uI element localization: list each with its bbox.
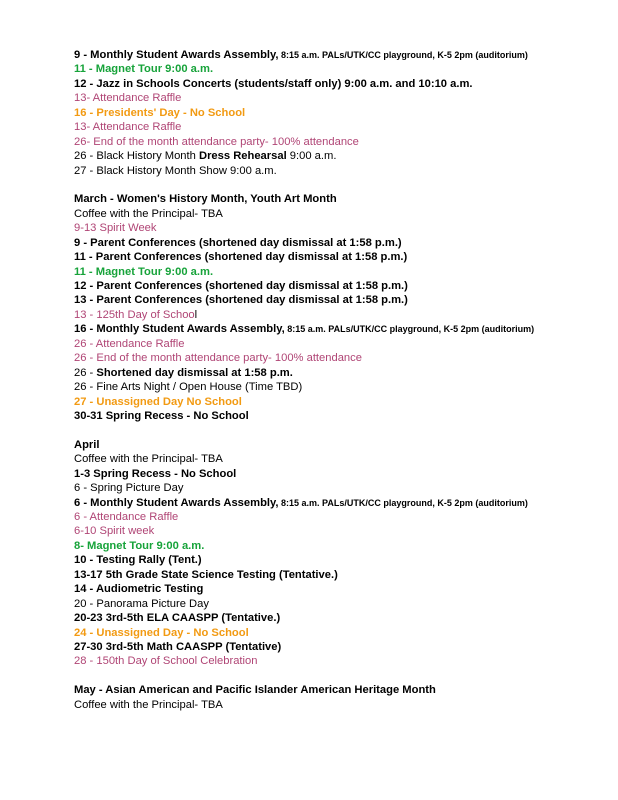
march-shortened-bold: Shortened day dismissal at 1:58 p.m. [96, 366, 293, 379]
march-assembly-detail: 8:15 a.m. PALs/UTK/CC playground, K-5 2pm (auditorium) [284, 324, 535, 335]
may-heading: May - Asian American and Pacific Islander American Heritage Month [74, 684, 436, 697]
march-attendance-raffle: 26 - Attendance Raffle [74, 337, 185, 350]
april-science-testing: 13-17 5th Grade State Science Testing (Tentative.) [74, 568, 338, 581]
april-assembly-detail: 8:15 a.m. PALs/UTK/CC playground, K-5 2pm (auditorium) [278, 497, 528, 508]
march-conferences-13: 13 - Parent Conferences (shortened day dismissal at 1:58 p.m.) [74, 294, 408, 307]
march-conferences-11: 11 - Parent Conferences (shortened day dismissal at 1:58 p.m.) [74, 251, 408, 264]
march-coffee: Coffee with the Principal- TBA [74, 207, 223, 220]
april-assembly-title: 6 - Monthly Student Awards Assembly, [74, 496, 279, 509]
april-magnet-tour: 8- Magnet Tour 9:00 a.m. [74, 539, 205, 552]
section-spacer [74, 669, 614, 683]
march-spring-recess: 30-31 Spring Recess - No School [74, 409, 249, 422]
april-150th-day: 28 - 150th Day of School Celebration [74, 655, 258, 668]
april-assembly-item [74, 496, 614, 510]
march-fine-arts-night: 26 - Fine Arts Night / Open House (Time TBD) [74, 381, 303, 394]
feb-assembly-item [74, 48, 614, 62]
march-unassigned-day: 27 - Unassigned Day No School [74, 395, 242, 408]
march-heading: March - Women's History Month, Youth Art Month [74, 193, 337, 206]
april-audiometric-testing: 14 - Audiometric Testing [74, 583, 204, 596]
feb-rehearsal-bold: Dress Rehearsal [198, 150, 287, 163]
march-magnet-tour: 11 - Magnet Tour 9:00 a.m. [74, 265, 214, 278]
april-spirit-week: 6-10 Spirit week [74, 525, 155, 538]
april-unassigned-day: 24 - Unassigned Day - No School [74, 626, 249, 639]
march-attendance-party: 26 - End of the month attendance party- 100% attendance [74, 352, 362, 365]
march-shortened-day [74, 366, 614, 380]
april-ela-caaspp: 20-23 3rd-5th ELA CAASPP (Tentative.) [74, 612, 281, 625]
feb-attendance-party: 26- End of the month attendance party- 100% attendance [74, 135, 359, 148]
april-coffee: Coffee with the Principal- TBA [74, 453, 223, 466]
march-assembly-title: 16 - Monthly Student Awards Assembly, [74, 323, 285, 336]
april-spring-recess: 1-3 Spring Recess - No School [74, 467, 237, 480]
april-testing-rally: 10 - Testing Rally (Tent.) [74, 554, 202, 567]
calendar-document [74, 48, 614, 712]
feb-attendance-raffle-2: 13- Attendance Raffle [74, 121, 182, 134]
feb-magnet-tour: 11 - Magnet Tour 9:00 a.m. [74, 63, 214, 76]
feb-rehearsal-tail: 9:00 a.m. [286, 150, 337, 163]
april-picture-day: 6 - Spring Picture Day [74, 482, 184, 495]
march-spirit-week: 9-13 Spirit Week [74, 222, 157, 235]
feb-assembly-title: 9 - Monthly Student Awards Assembly, [74, 49, 279, 61]
march-conferences-12: 12 - Parent Conferences (shortened day dismissal at 1:58 p.m.) [74, 280, 408, 292]
march-assembly-item [74, 322, 614, 336]
section-spacer [74, 178, 614, 192]
march-125th-day [74, 308, 614, 322]
may-coffee: Coffee with the Principal- TBA [74, 698, 223, 711]
march-shortened-lead: 26 - [74, 366, 97, 379]
feb-attendance-raffle-1: 13- Attendance Raffle [74, 92, 182, 105]
feb-bhm-show: 27 - Black History Month Show 9:00 a.m. [74, 164, 277, 177]
feb-dress-rehearsal [74, 149, 614, 163]
feb-assembly-detail: 8:15 a.m. PALs/UTK/CC playground, K-5 2pm (auditorium) [278, 50, 528, 60]
section-spacer [74, 423, 614, 437]
feb-presidents-day: 16 - Presidents' Day - No School [74, 106, 246, 119]
april-attendance-raffle: 6 - Attendance Raffle [74, 511, 179, 523]
march-125th-text: 13 - 125th Day of Schoo [74, 308, 195, 321]
feb-rehearsal-lead: 26 - Black History Month [74, 150, 199, 163]
april-heading: April [74, 438, 100, 451]
april-math-caaspp: 27-30 3rd-5th Math CAASPP (Tentative) [74, 640, 282, 653]
march-125th-tail: l [194, 308, 198, 321]
feb-jazz-concerts: 12 - Jazz in Schools Concerts (students/staff only) 9:00 a.m. and 10:10 a.m. [74, 77, 473, 90]
april-panorama-day: 20 - Panorama Picture Day [74, 597, 209, 610]
march-conferences-9: 9 - Parent Conferences (shortened day dismissal at 1:58 p.m.) [74, 236, 402, 249]
